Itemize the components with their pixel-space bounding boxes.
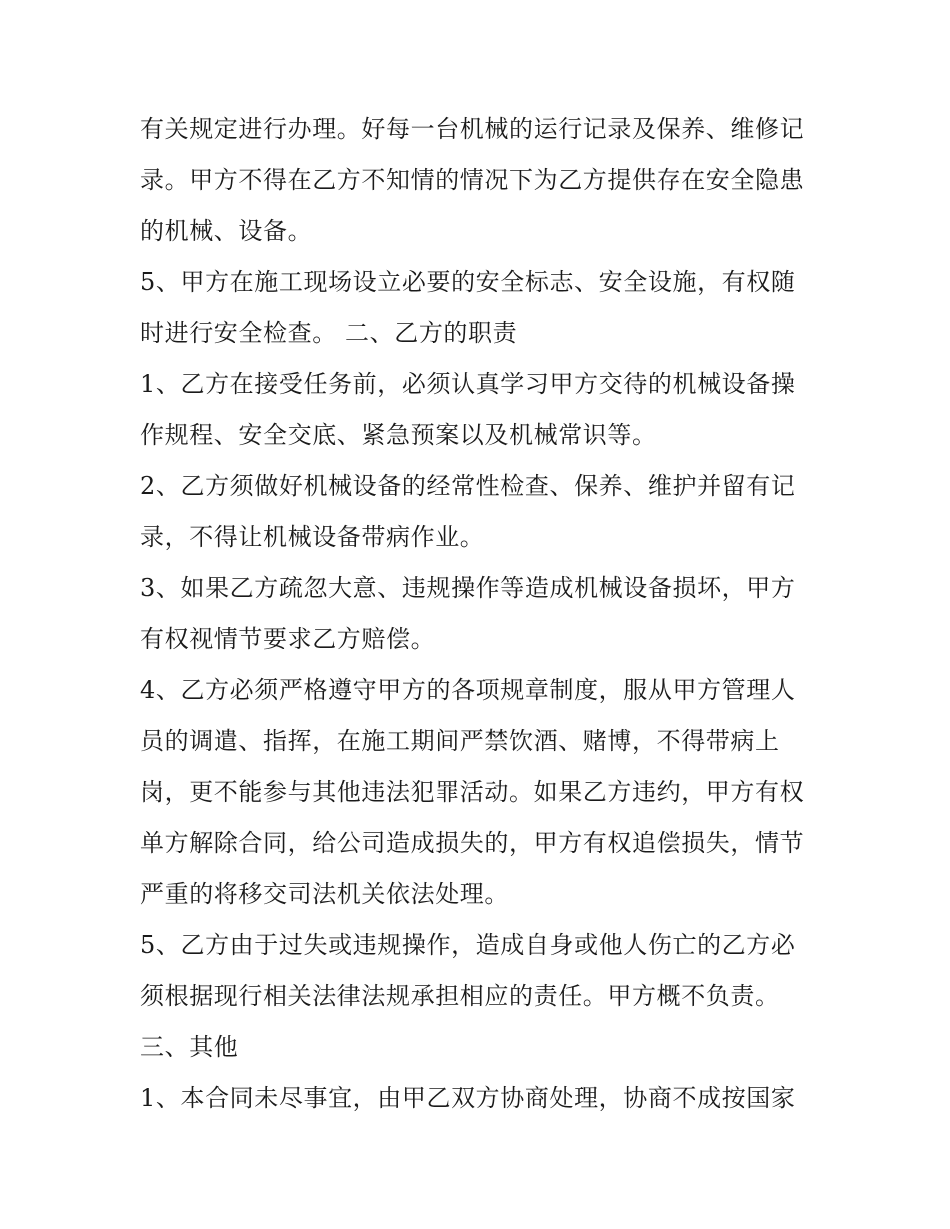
text-line-15: 单方解除合同，给公司造成损失的，甲方有权追偿损失，情节 bbox=[140, 829, 805, 857]
text-line-17: 5、乙方由于过失或违规操作，造成自身或他人伤亡的乙方必 bbox=[140, 931, 796, 959]
text-line-4: 5、甲方在施工现场设立必要的安全标志、安全设施，有权随 bbox=[140, 268, 796, 296]
text-line-12: 4、乙方必须严格遵守甲方的各项规章制度，服从甲方管理人 bbox=[140, 676, 796, 704]
text-line-10: 3、如果乙方疏忽大意、违规操作等造成机械设备损坏，甲方 bbox=[140, 574, 796, 602]
text-line-3: 的机械、设备。 bbox=[140, 217, 313, 245]
text-line-13: 员的调遣、指挥，在施工期间严禁饮酒、赌博，不得带病上 bbox=[140, 727, 780, 755]
text-line-20: 1、本合同未尽事宜，由甲乙双方协商处理，协商不成按国家 bbox=[140, 1084, 796, 1112]
text-line-7: 作规程、安全交底、紧急预案以及机械常识等。 bbox=[140, 421, 657, 449]
text-line-5: 时进行安全检查。 二、乙方的职责 bbox=[140, 319, 518, 347]
text-line-2: 录。甲方不得在乙方不知情的情况下为乙方提供存在安全隐患 bbox=[140, 166, 805, 194]
text-line-6: 1、乙方在接受任务前，必须认真学习甲方交待的机械设备操 bbox=[140, 370, 796, 398]
text-line-8: 2、乙方须做好机械设备的经常性检查、保养、维护并留有记 bbox=[140, 472, 796, 500]
text-line-18: 须根据现行相关法律法规承担相应的责任。甲方概不负责。 bbox=[140, 982, 780, 1010]
text-line-16: 严重的将移交司法机关依法处理。 bbox=[140, 880, 509, 908]
text-line-11: 有权视情节要求乙方赔偿。 bbox=[140, 625, 436, 653]
text-line-9: 录，不得让机械设备带病作业。 bbox=[140, 523, 485, 551]
text-line-1: 有关规定进行办理。好每一台机械的运行记录及保养、维修记 bbox=[140, 115, 805, 143]
document-body bbox=[140, 104, 820, 1124]
text-line-19: 三、其他 bbox=[140, 1033, 239, 1061]
text-line-14: 岗，更不能参与其他违法犯罪活动。如果乙方违约，甲方有权 bbox=[140, 778, 805, 806]
